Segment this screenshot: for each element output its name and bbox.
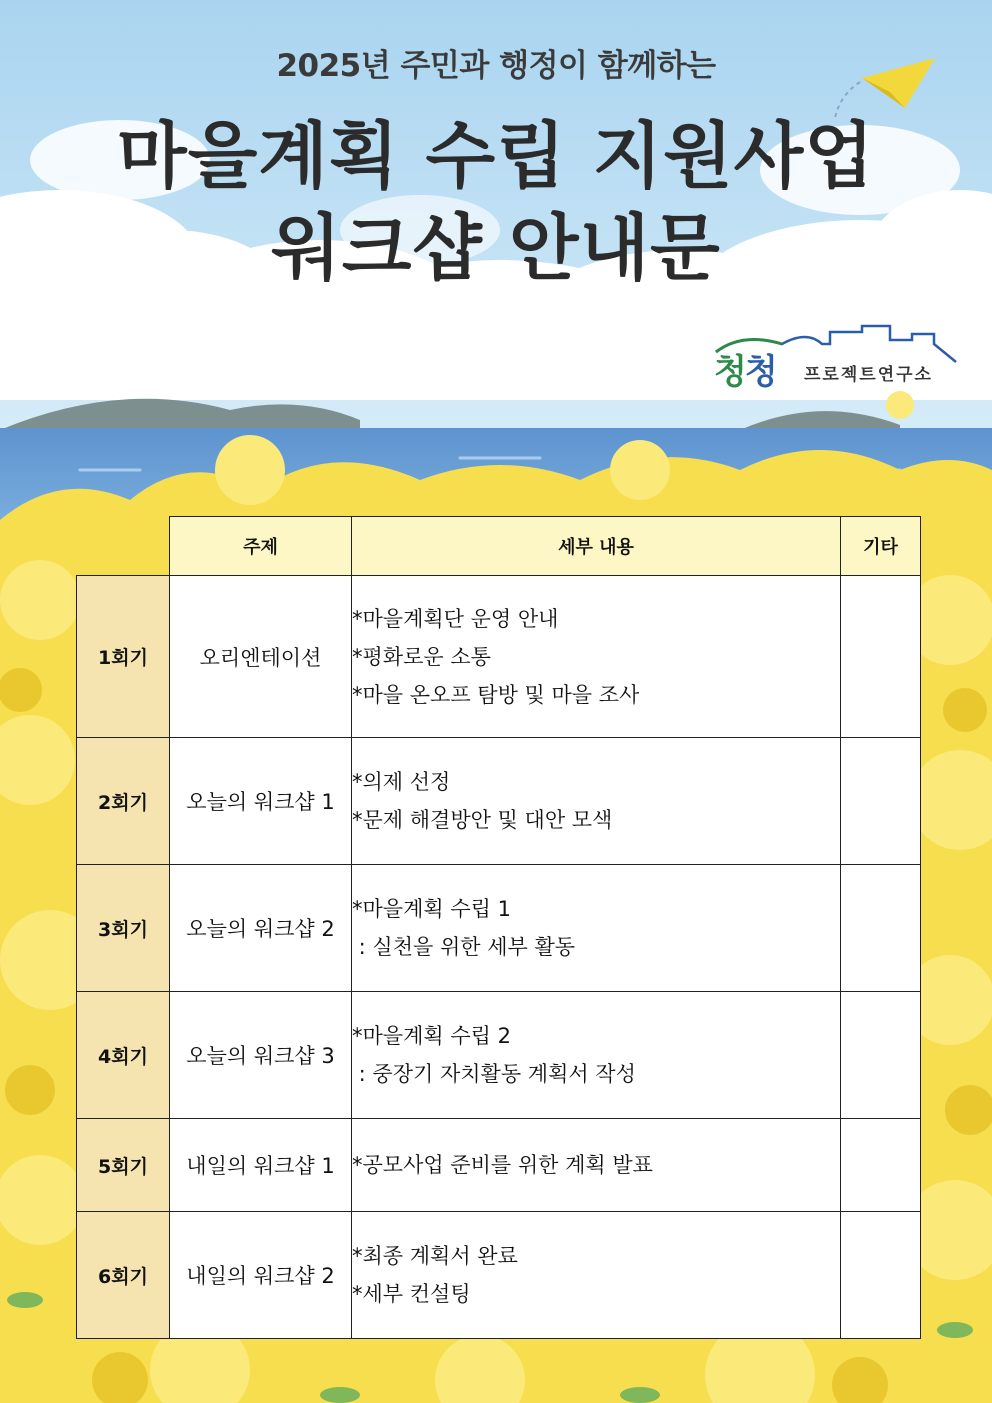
table-row — [77, 1119, 921, 1212]
table-row — [77, 992, 921, 1119]
header-etc: 기타 — [841, 517, 921, 576]
detail-line: *공모사업 준비를 위한 계획 발표 — [352, 1153, 653, 1177]
round-cell: 4회기 — [77, 992, 170, 1119]
logo-text: 프로젝트연구소 — [804, 365, 933, 385]
round-cell: 2회기 — [77, 738, 170, 865]
detail-line: *마을계획 수립 2 — [352, 1024, 511, 1048]
detail-line: *최종 계획서 완료 — [352, 1244, 518, 1268]
etc-cell — [841, 1119, 921, 1212]
detail-cell — [352, 1119, 841, 1212]
etc-cell — [841, 738, 921, 865]
logo-mark: 청청 — [714, 352, 776, 392]
etc-cell — [841, 576, 921, 738]
detail-cell — [352, 865, 841, 992]
detail-cell — [352, 1212, 841, 1339]
table-row — [77, 1212, 921, 1339]
table-row — [77, 865, 921, 992]
round-cell: 3회기 — [77, 865, 170, 992]
detail-line: *평화로운 소통 — [352, 644, 491, 669]
detail-cell — [352, 576, 841, 738]
detail-line: *마을 온오프 탐방 및 마을 조사 — [352, 682, 640, 707]
detail-line: *의제 선정 — [352, 770, 451, 794]
topic-cell: 내일의 워크샵 1 — [170, 1119, 352, 1212]
topic-cell: 오늘의 워크샵 2 — [170, 865, 352, 992]
detail-line: : 중장기 자치활동 계획서 작성 — [352, 1062, 636, 1086]
detail-line: : 실천을 위한 세부 활동 — [352, 935, 576, 959]
organization-logo — [712, 322, 962, 402]
header-blank-cell — [77, 517, 170, 576]
table-row — [77, 738, 921, 865]
page-title: 마을계획 수립 지원사업 — [117, 114, 875, 198]
detail-line: *문제 해결방안 및 대안 모색 — [352, 808, 613, 832]
header-detail: 세부 내용 — [352, 517, 841, 576]
round-cell: 1회기 — [77, 576, 170, 738]
detail-cell — [352, 992, 841, 1119]
table-row — [77, 576, 921, 738]
round-cell: 5회기 — [77, 1119, 170, 1212]
etc-cell — [841, 992, 921, 1119]
topic-cell: 내일의 워크샵 2 — [170, 1212, 352, 1339]
topic-cell: 오리엔테이션 — [170, 576, 352, 738]
topic-cell: 오늘의 워크샵 3 — [170, 992, 352, 1119]
header-topic: 주제 — [170, 517, 352, 576]
round-cell: 6회기 — [77, 1212, 170, 1339]
detail-line: *마을계획단 운영 안내 — [352, 606, 559, 631]
etc-cell — [841, 865, 921, 992]
header-subtitle: 2025년 주민과 행정이 함께하는 — [276, 48, 716, 84]
detail-cell — [352, 738, 841, 865]
table-header-row — [77, 517, 921, 576]
workshop-schedule-table — [76, 516, 921, 1339]
topic-cell: 오늘의 워크샵 1 — [170, 738, 352, 865]
page-title-line2: 워크샵 안내문 — [271, 206, 721, 290]
etc-cell — [841, 1212, 921, 1339]
detail-line: *세부 컨설팅 — [352, 1282, 471, 1306]
detail-line: *마을계획 수립 1 — [352, 897, 511, 921]
